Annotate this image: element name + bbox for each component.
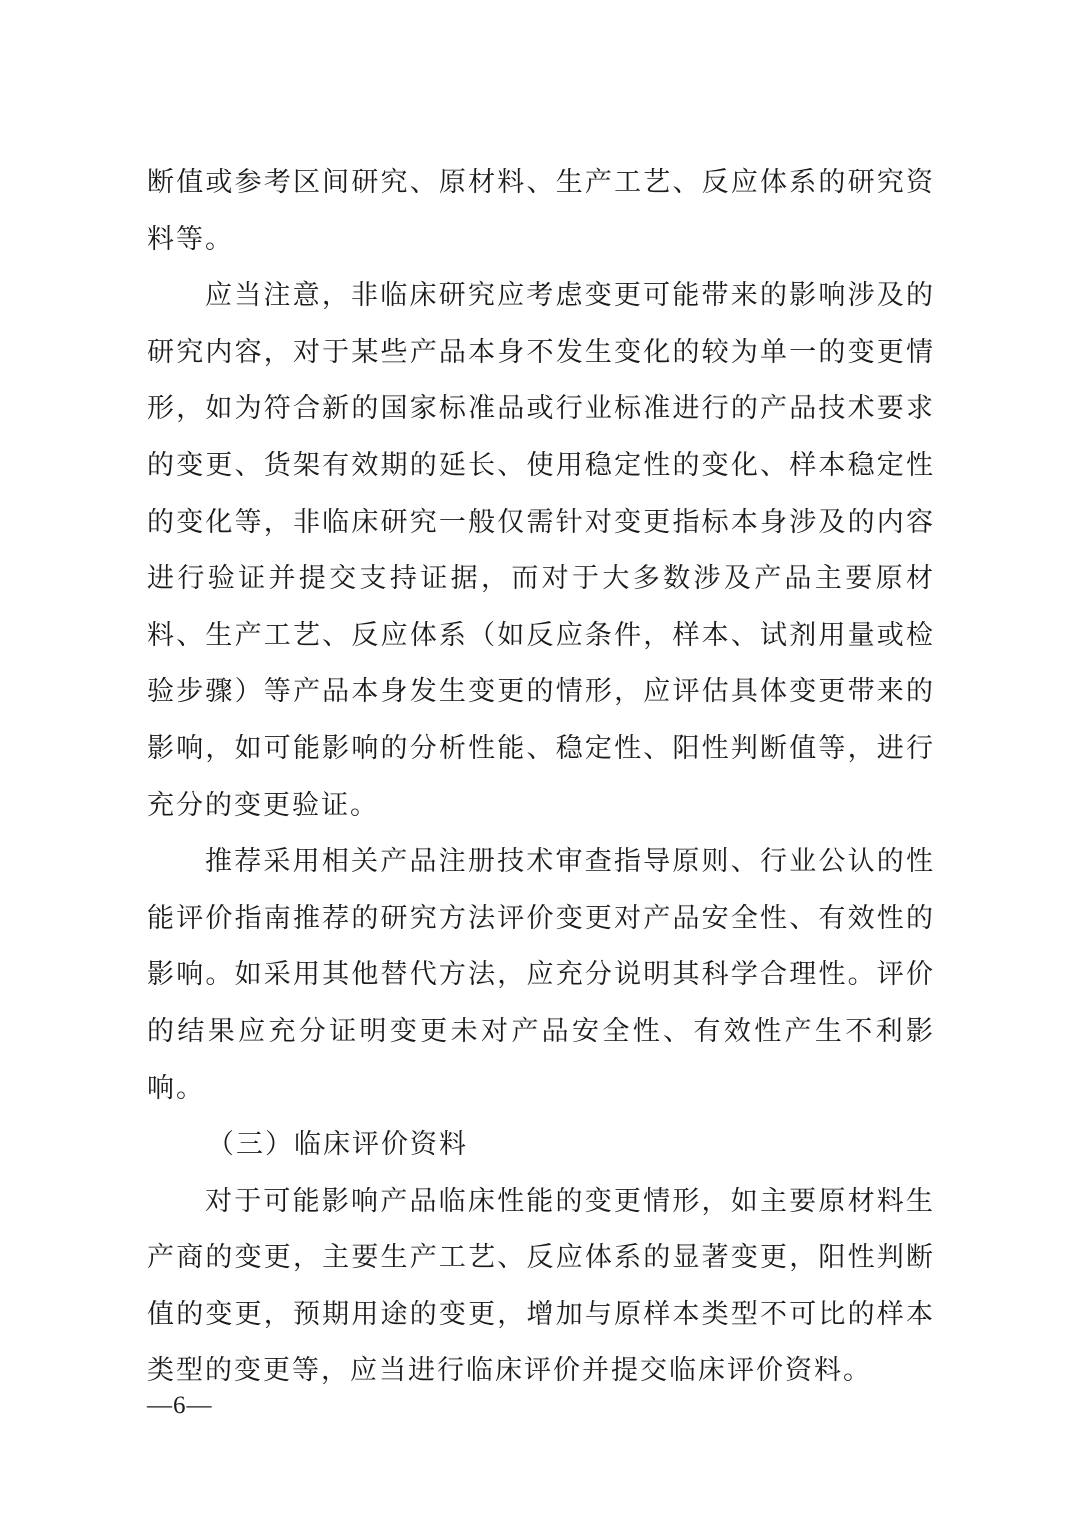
paragraph-nonclinical-notice: 应当注意，非临床研究应考虑变更可能带来的影响涉及的研究内容，对于某些产品本身不发生变化的较为单一的变更情形，如为符合新的国家标准品或行业标准进行的产品技术要求的变更、货架有效期的延长、使用稳定性的变化、样本稳定性的变化等，非临床研究一般仅需针对变更指标本身涉及的内容进行验证并提交支持证据，而对于大多数涉及产品主要原材料、生产工艺、反应体系（如反应条件，样本、试剂用量或检验步骤）等产品本身发生变更的情形，应评估具体变更带来的影响，如可能影响的分析性能、稳定性、阳性判断值等，进行充分的变更验证。 <box>147 280 935 821</box>
section-heading-clinical-evaluation: （三）临床评价资料 <box>207 1129 468 1161</box>
paragraph-continuation: 断值或参考区间研究、原材料、生产工艺、反应体系的研究资料等。 <box>147 167 935 255</box>
page-number: —6— <box>147 1392 213 1419</box>
document-body <box>147 155 935 1400</box>
paragraph-clinical-evaluation: 对于可能影响产品临床性能的变更情形，如主要原材料生产商的变更，主要生产工艺、反应体系的显著变更，阳性判断值的变更，预期用途的变更，增加与原样本类型不可比的样本类型的变更等，应当进行临床评价并提交临床评价资料。 <box>147 1185 935 1387</box>
paragraph-evaluation-methods: 推荐采用相关产品注册技术审查指导原则、行业公认的性能评价指南推荐的研究方法评价变更对产品安全性、有效性的影响。如采用其他替代方法，应充分说明其科学合理性。评价的结果应充分证明变更未对产品安全性、有效性产生不利影响。 <box>147 846 935 1104</box>
